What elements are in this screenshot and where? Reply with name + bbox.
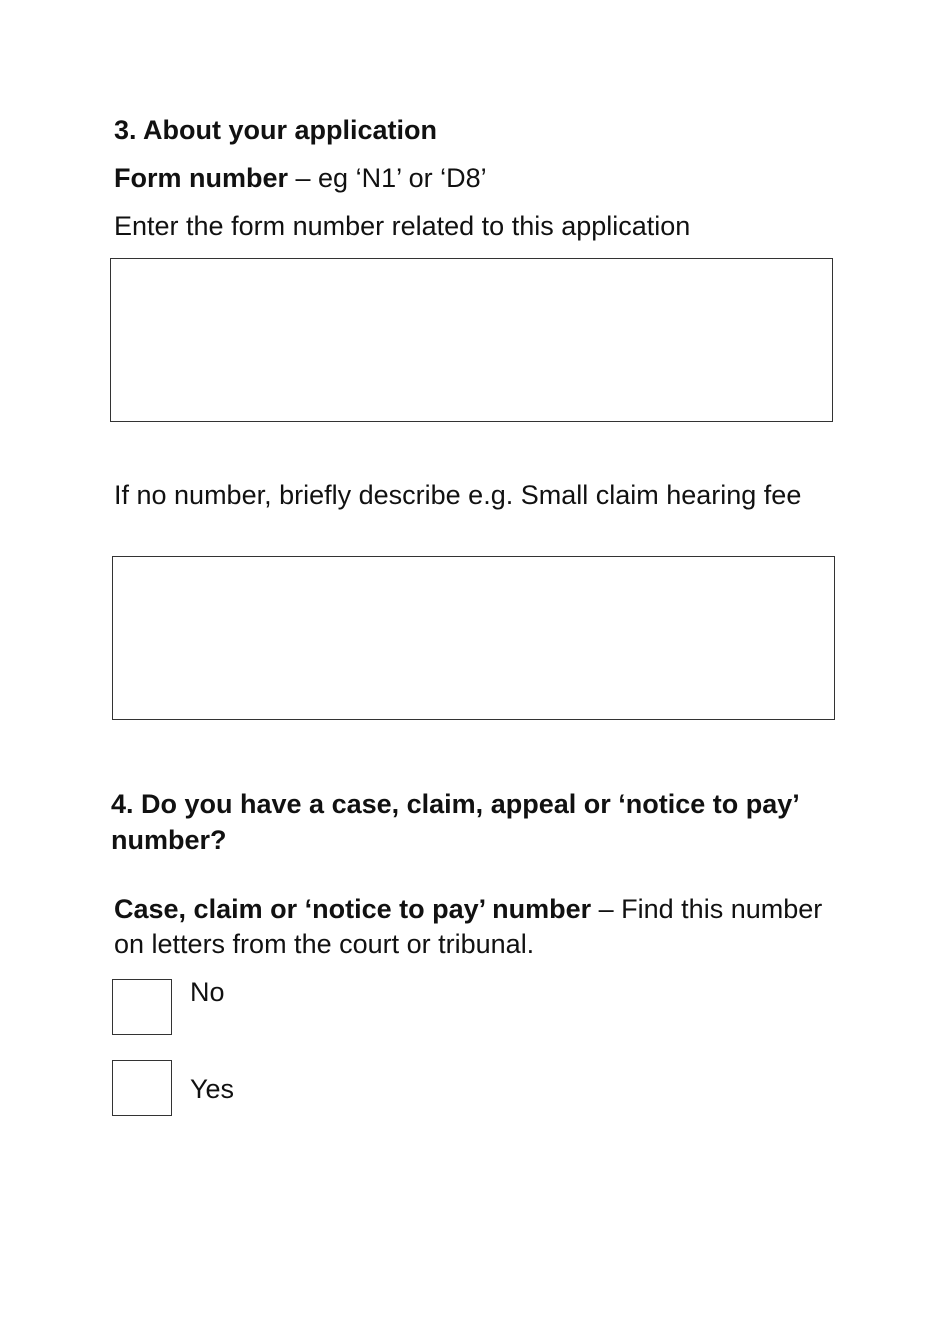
case-number-hint: – Find this number on letters from the court or tribunal. bbox=[114, 894, 823, 959]
describe-instruction: If no number, briefly describe e.g. Small claim hearing fee bbox=[114, 480, 802, 510]
case-number-label-line bbox=[114, 892, 834, 962]
no-option-label: No bbox=[190, 977, 225, 1007]
form-number-field[interactable] bbox=[110, 258, 833, 422]
form-number-hint: – eg ‘N1’ or ‘D8’ bbox=[288, 163, 487, 193]
case-number-label: Case, claim or ‘notice to pay’ number bbox=[114, 894, 592, 924]
yes-option-label: Yes bbox=[190, 1074, 235, 1104]
yes-checkbox[interactable] bbox=[112, 1060, 172, 1116]
application-description-field[interactable] bbox=[112, 556, 835, 720]
form-number-label: Form number bbox=[114, 163, 289, 193]
form-number-label-line bbox=[114, 161, 874, 196]
no-checkbox[interactable] bbox=[112, 979, 172, 1035]
form-number-instruction: Enter the form number related to this application bbox=[114, 211, 691, 241]
section-3-heading: 3. About your application bbox=[114, 115, 438, 145]
section-4-heading: 4. Do you have a case, claim, appeal or ‘notice to pay’ number? bbox=[111, 789, 799, 855]
